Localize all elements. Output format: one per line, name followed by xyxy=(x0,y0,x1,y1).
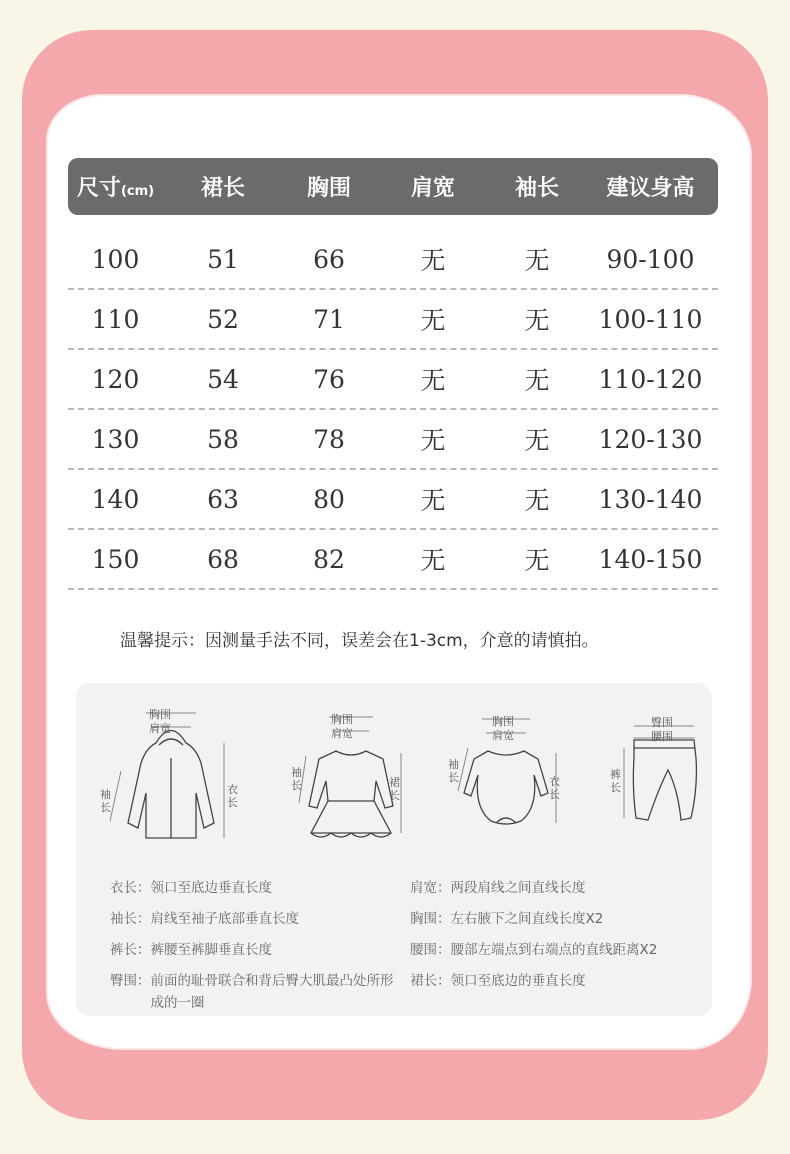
cell-height: 90-100 xyxy=(606,244,695,274)
table-row xyxy=(68,350,718,410)
cell-shoulder: 无 xyxy=(420,426,446,455)
cell-shoulder: 无 xyxy=(420,306,446,335)
cell-size: 130 xyxy=(91,424,140,454)
jacket-icon xyxy=(96,703,246,863)
jacket-length-label: 衣长 xyxy=(227,783,238,809)
definition-row xyxy=(110,970,710,1014)
romper-shoulder-label: 肩宽 xyxy=(492,729,514,742)
romper-length-label: 衣长 xyxy=(549,775,560,801)
cell-shoulder: 无 xyxy=(420,366,446,395)
cell-shoulder: 无 xyxy=(420,546,446,575)
header-size: 尺寸(cm) xyxy=(76,176,155,201)
cell-sleeve: 无 xyxy=(524,306,550,335)
cell-length: 52 xyxy=(207,304,239,334)
pants-hip-label: 臀围 xyxy=(651,716,673,729)
cell-length: 63 xyxy=(207,484,239,514)
cell-size: 140 xyxy=(91,484,140,514)
cell-length: 68 xyxy=(207,544,239,574)
dress-sleeve-label: 袖长 xyxy=(291,766,302,792)
romper-icon xyxy=(446,713,566,833)
cell-size: 100 xyxy=(91,244,140,274)
definition-key: 臀围： xyxy=(110,973,151,989)
cell-size: 110 xyxy=(91,304,140,334)
definition-key: 腰围： xyxy=(410,942,451,958)
header-shoulder: 肩宽 xyxy=(410,176,455,201)
cell-chest: 78 xyxy=(313,424,345,454)
table-row xyxy=(68,530,718,590)
definition-value: 左右腋下之间直线长度X2 xyxy=(450,911,604,927)
jacket-shoulder-label: 肩宽 xyxy=(149,722,171,735)
cell-height: 100-110 xyxy=(598,304,703,334)
definition-value: 两段肩线之间直线长度 xyxy=(450,880,586,896)
cell-length: 54 xyxy=(207,364,239,394)
dress-length-label: 裙长 xyxy=(389,776,400,802)
table-row xyxy=(68,230,718,290)
header-length: 裙长 xyxy=(200,176,245,201)
table-row xyxy=(68,290,718,350)
definition-value: 腰部左端点到右端点的直线距离X2 xyxy=(450,942,658,958)
measurement-guide xyxy=(76,683,712,1016)
header-sleeve: 袖长 xyxy=(514,176,559,201)
cell-length: 51 xyxy=(207,244,239,274)
dress-chest-label: 胸围 xyxy=(331,713,353,726)
definition-row xyxy=(110,873,710,904)
definition-value: 领口至底边的垂直长度 xyxy=(450,973,586,989)
cell-chest: 80 xyxy=(313,484,345,514)
definition-key: 胸围： xyxy=(410,911,451,927)
dress-shoulder-label: 肩宽 xyxy=(331,727,353,740)
romper-sleeve-label: 袖长 xyxy=(448,758,459,784)
cell-chest: 66 xyxy=(313,244,345,274)
definition-value: 裤腰至裤脚垂直长度 xyxy=(150,942,272,958)
cell-chest: 71 xyxy=(313,304,345,334)
cell-sleeve: 无 xyxy=(524,366,550,395)
measurement-tip: 温馨提示：因测量手法不同，误差会在1-3cm，介意的请慎拍。 xyxy=(120,631,599,651)
pants-icon xyxy=(606,708,701,833)
pants-length-label: 裤长 xyxy=(610,768,621,794)
cell-size: 150 xyxy=(91,544,140,574)
header-chest: 胸围 xyxy=(306,176,351,201)
cell-sleeve: 无 xyxy=(524,486,550,515)
measurement-definitions xyxy=(110,873,710,1014)
dress-icon xyxy=(291,711,411,871)
cell-height: 110-120 xyxy=(598,364,703,394)
definition-key: 袖长： xyxy=(110,911,151,927)
cell-height: 120-130 xyxy=(598,424,703,454)
definition-value: 肩线至袖子底部垂直长度 xyxy=(150,911,299,927)
definition-key: 裤长： xyxy=(110,942,151,958)
definition-row xyxy=(110,904,710,935)
cell-length: 58 xyxy=(207,424,239,454)
definition-key: 衣长： xyxy=(110,880,151,896)
header-height: 建议身高 xyxy=(606,176,695,201)
table-row xyxy=(68,470,718,530)
jacket-sleeve-label: 袖长 xyxy=(100,788,111,814)
cell-sleeve: 无 xyxy=(524,546,550,575)
jacket-chest-label: 胸围 xyxy=(149,708,171,721)
cell-height: 140-150 xyxy=(598,544,703,574)
definition-key: 裙长： xyxy=(410,973,451,989)
cell-height: 130-140 xyxy=(598,484,703,514)
cell-size: 120 xyxy=(91,364,140,394)
cell-sleeve: 无 xyxy=(524,426,550,455)
cell-chest: 76 xyxy=(313,364,345,394)
romper-chest-label: 胸围 xyxy=(492,715,514,728)
size-table-header xyxy=(68,158,718,215)
size-table xyxy=(68,230,718,590)
definition-row xyxy=(110,935,710,966)
table-row xyxy=(68,410,718,470)
definition-value: 领口至底边垂直长度 xyxy=(150,880,272,896)
cell-shoulder: 无 xyxy=(420,486,446,515)
definition-value: 前面的耻骨联合和背后臀大肌最凸处所形成的一圈 xyxy=(150,973,394,1011)
cell-sleeve: 无 xyxy=(524,246,550,275)
definition-key: 肩宽： xyxy=(410,880,451,896)
pants-waist-label: 腰围 xyxy=(651,730,673,743)
cell-chest: 82 xyxy=(313,544,345,574)
cell-shoulder: 无 xyxy=(420,246,446,275)
